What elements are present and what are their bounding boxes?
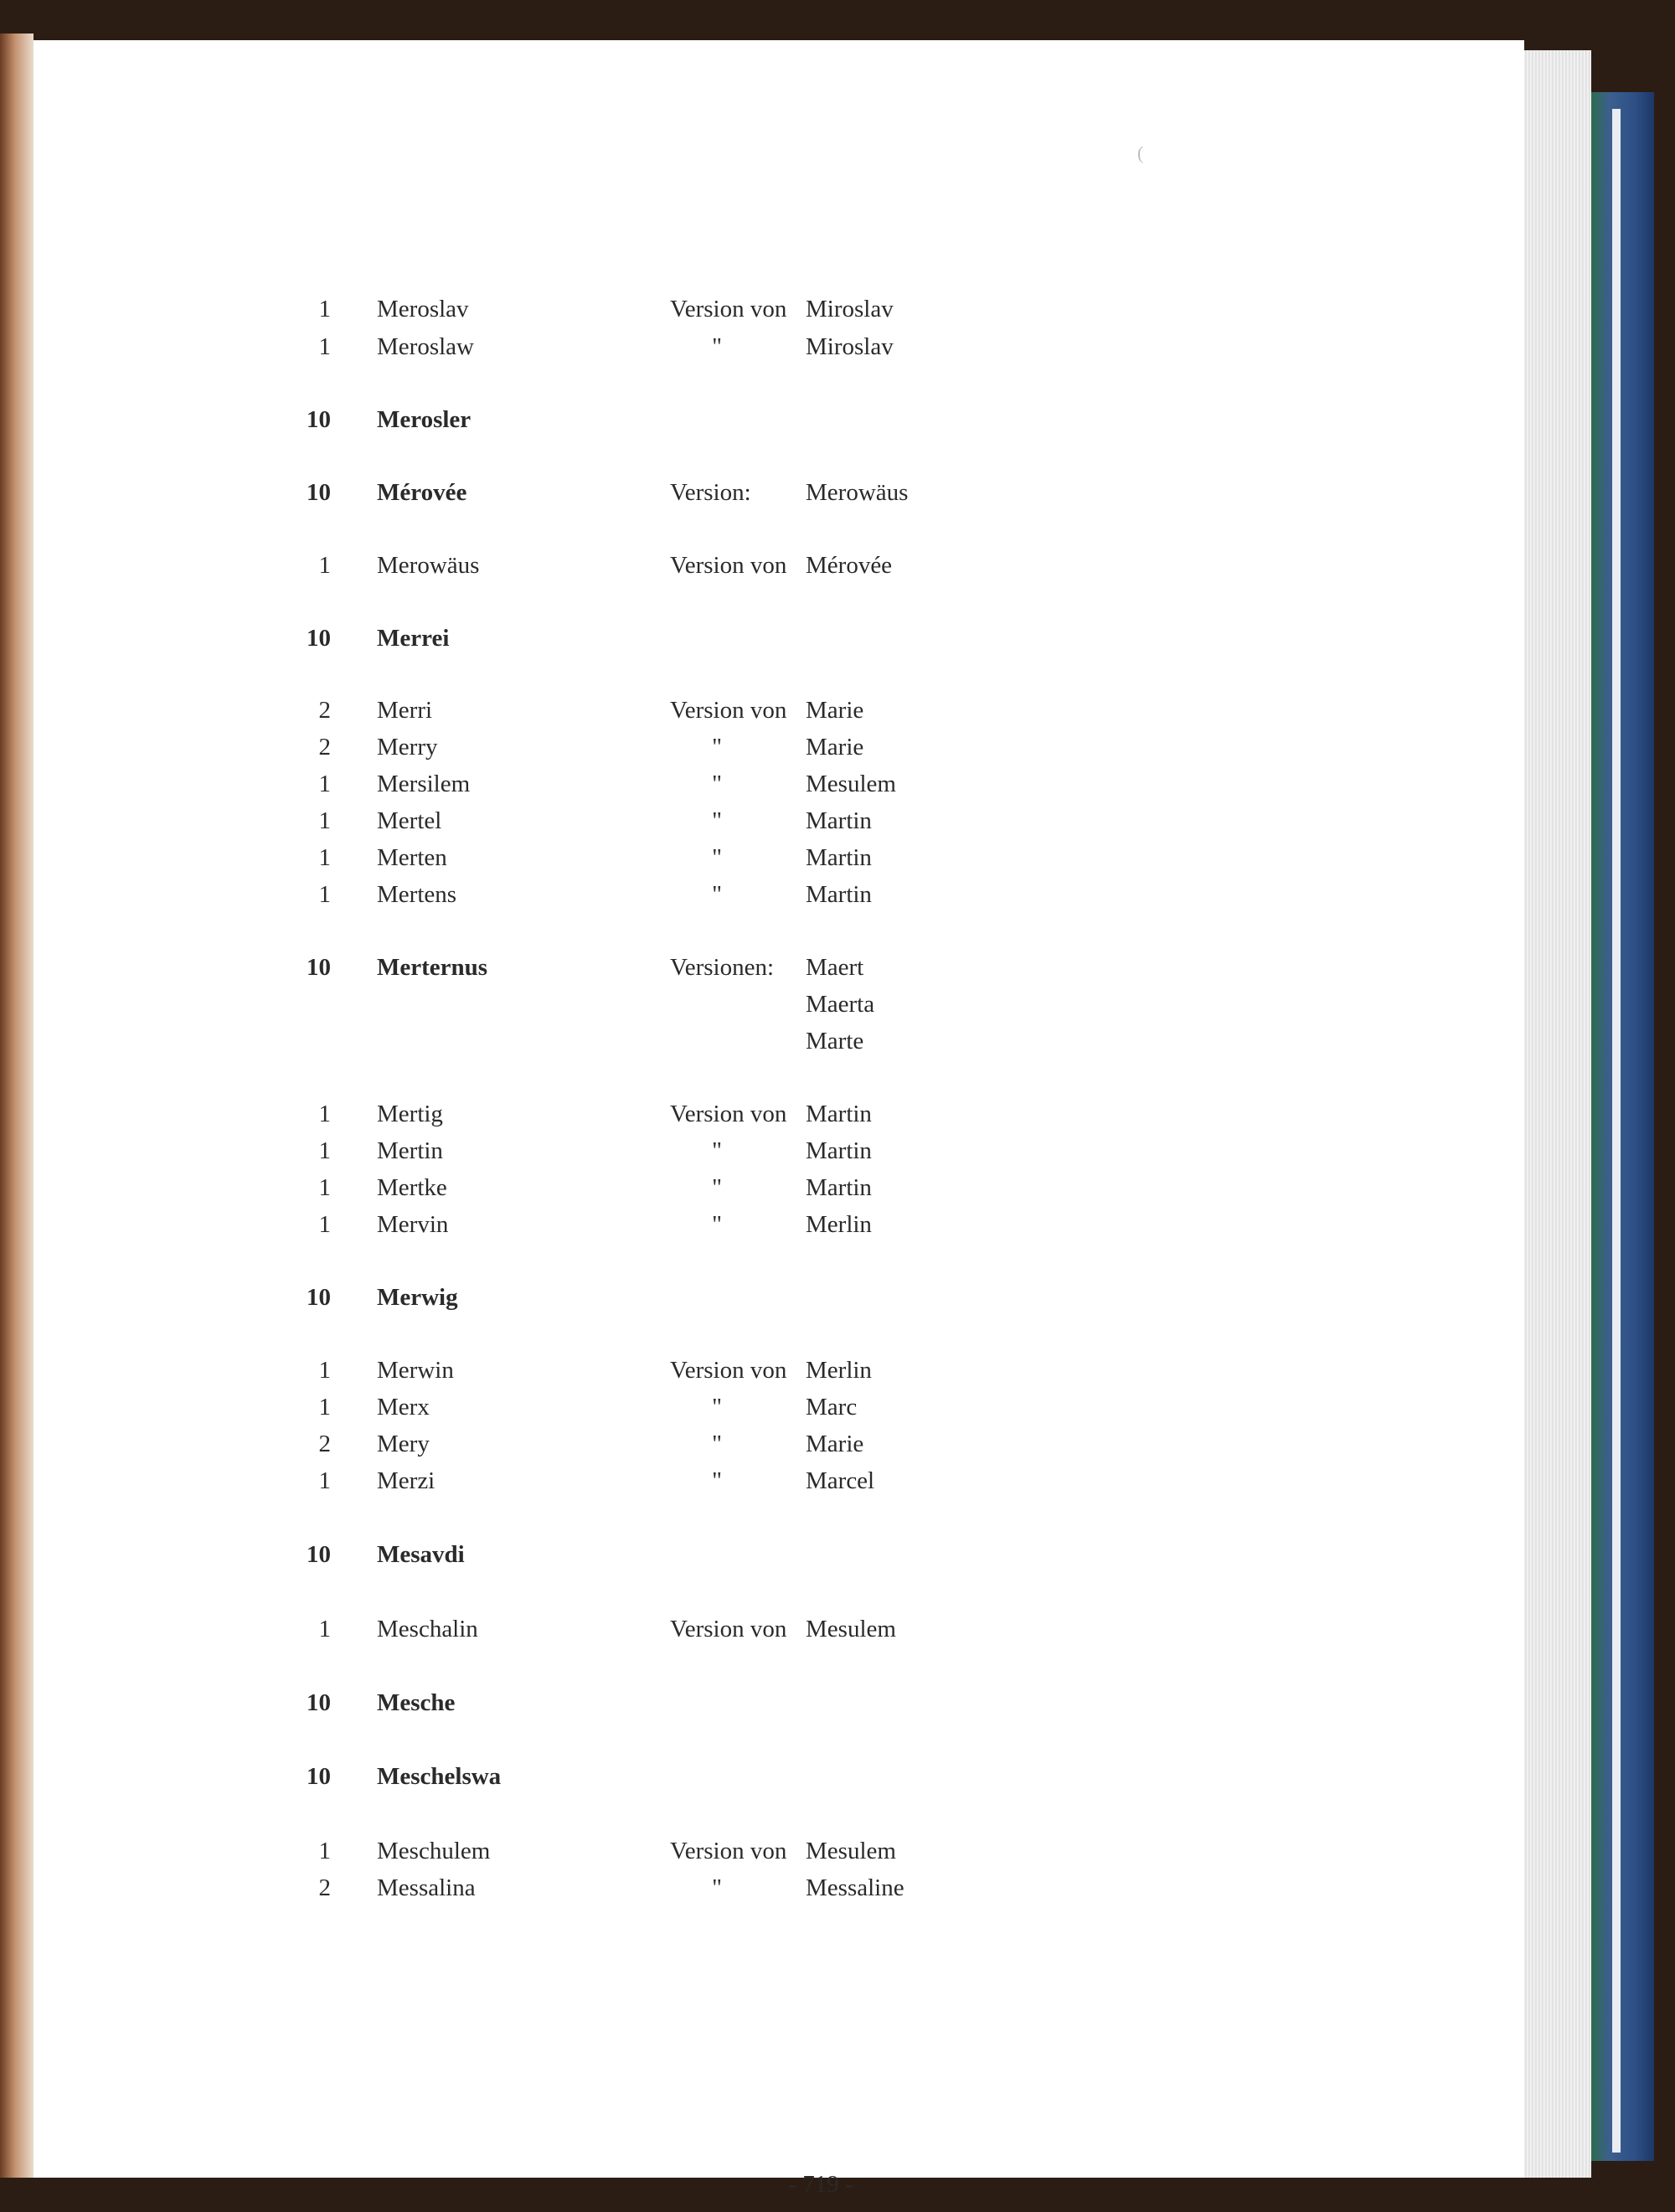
list-item — [34, 328, 1508, 365]
ditto-mark: " — [712, 1874, 722, 1901]
entry-count: 1 — [318, 1211, 331, 1238]
entry-target-name: Martin — [806, 807, 872, 834]
entry-count: 10 — [307, 1763, 331, 1790]
list-item — [34, 1833, 1508, 1869]
entry-name: Merry — [377, 734, 438, 761]
entry-count: 1 — [318, 1174, 331, 1201]
entry-name: Meroslaw — [377, 333, 474, 360]
book-page — [34, 40, 1524, 2198]
entry-name: Mertin — [377, 1137, 443, 1164]
list-item — [34, 620, 1508, 657]
entry-name: Merowäus — [377, 552, 480, 579]
entry-count: 1 — [318, 1357, 331, 1384]
entry-count: 1 — [318, 296, 331, 322]
entry-name: Merwig — [377, 1284, 458, 1311]
entry-count: 10 — [307, 625, 331, 652]
entry-target-name: Marte — [806, 1028, 864, 1054]
list-item — [34, 291, 1508, 327]
ditto-mark: " — [712, 333, 722, 360]
entry-relation: Version von — [670, 1616, 787, 1642]
list-item — [34, 1279, 1508, 1316]
ditto-mark: " — [712, 1431, 722, 1457]
list-item — [34, 1352, 1508, 1389]
entry-count: 10 — [307, 406, 331, 433]
entry-name: Merosler — [377, 406, 472, 433]
entry-count: 10 — [307, 954, 331, 981]
list-item — [34, 1758, 1508, 1795]
entry-count: 1 — [318, 844, 331, 871]
ditto-mark: " — [712, 807, 722, 834]
list-item — [34, 1389, 1508, 1426]
list-item — [34, 401, 1508, 438]
entry-count: 10 — [307, 1689, 331, 1716]
entry-count: 1 — [318, 881, 331, 908]
list-item — [34, 1536, 1508, 1573]
entry-count: 10 — [307, 1284, 331, 1311]
entry-name: Merzi — [377, 1467, 436, 1494]
entry-relation: Version von — [670, 697, 787, 724]
ditto-mark: " — [712, 1467, 722, 1494]
entry-count: 2 — [318, 1874, 331, 1901]
entry-name: Mertel — [377, 807, 442, 834]
entry-name: Messalina — [377, 1874, 476, 1901]
entry-name: Mesche — [377, 1689, 456, 1716]
entry-target-name: Messaline — [806, 1874, 904, 1901]
entry-count: 1 — [318, 771, 331, 797]
ditto-mark: " — [712, 1211, 722, 1238]
list-item — [34, 692, 1508, 729]
list-item — [34, 766, 1508, 802]
ditto-mark: " — [712, 734, 722, 761]
list-item — [34, 1426, 1508, 1462]
entry-target-name: Martin — [806, 844, 872, 871]
list-item — [34, 876, 1508, 913]
entry-count: 1 — [318, 1101, 331, 1127]
entry-count: 2 — [318, 1431, 331, 1457]
ditto-mark: " — [712, 844, 722, 871]
ditto-mark: " — [712, 771, 722, 797]
ditto-mark: " — [712, 1394, 722, 1421]
entry-name: Mersilem — [377, 771, 471, 797]
entry-name: Meschalin — [377, 1616, 478, 1642]
entry-relation: Version von — [670, 1838, 787, 1864]
entry-count: 2 — [318, 697, 331, 724]
ditto-mark: " — [712, 1137, 722, 1164]
list-item — [34, 1462, 1508, 1499]
list-item — [34, 1869, 1508, 1906]
list-item — [34, 1096, 1508, 1132]
entry-count: 1 — [318, 1137, 331, 1164]
book-spine-left — [0, 34, 34, 2178]
entry-target-name: Mesulem — [806, 1838, 896, 1864]
entry-target-name: Maerta — [806, 991, 875, 1018]
entry-target-name: Miroslav — [806, 296, 894, 322]
entry-target-name: Martin — [806, 881, 872, 908]
list-item — [34, 1169, 1508, 1206]
entry-count: 1 — [318, 552, 331, 579]
entry-relation: Version von — [670, 1357, 787, 1384]
list-item — [34, 839, 1508, 876]
entry-count: 1 — [318, 333, 331, 360]
entry-target-name: Mesulem — [806, 771, 896, 797]
entry-target-name: Martin — [806, 1101, 872, 1127]
list-item — [34, 1206, 1508, 1243]
entry-name: Merwin — [377, 1357, 454, 1384]
entry-name: Mérovée — [377, 479, 467, 506]
entry-target-name: Martin — [806, 1174, 872, 1201]
entry-relation: Version von — [670, 296, 787, 322]
entry-relation: Version von — [670, 1101, 787, 1127]
entry-target-name: Marie — [806, 734, 864, 761]
ditto-mark: " — [712, 1174, 722, 1201]
list-item — [34, 729, 1508, 766]
entry-name: Mertig — [377, 1101, 443, 1127]
entry-name: Mertke — [377, 1174, 447, 1201]
ditto-mark: " — [712, 881, 722, 908]
entry-name: Meschulem — [377, 1838, 491, 1864]
entry-target-name: Mérovée — [806, 552, 893, 579]
entry-count: 1 — [318, 807, 331, 834]
entry-relation: Version: — [670, 479, 751, 506]
entry-relation: Version von — [670, 552, 787, 579]
list-item — [34, 547, 1508, 584]
entry-target-name: Martin — [806, 1137, 872, 1164]
corner-mark: ( — [1137, 142, 1144, 163]
entry-count: 1 — [318, 1394, 331, 1421]
list-item — [34, 986, 1508, 1023]
list-item — [34, 802, 1508, 839]
entry-target-name: Marie — [806, 1431, 864, 1457]
entry-name: Mesavdi — [377, 1541, 465, 1568]
entry-name: Mery — [377, 1431, 430, 1457]
entry-target-name: Miroslav — [806, 333, 894, 360]
entry-count: 10 — [307, 1541, 331, 1568]
entry-name: Merx — [377, 1394, 430, 1421]
entry-target-name: Merlin — [806, 1211, 872, 1238]
entry-name: Merri — [377, 697, 433, 724]
entry-count: 1 — [318, 1616, 331, 1642]
list-item — [34, 949, 1508, 986]
entry-relation: Versionen: — [670, 954, 775, 981]
page-number: - 719 - — [788, 2171, 853, 2198]
entry-target-name: Maert — [806, 954, 864, 981]
entry-name: Mervin — [377, 1211, 449, 1238]
list-item — [34, 1611, 1508, 1647]
entry-name: Mertens — [377, 881, 457, 908]
entry-count: 1 — [318, 1467, 331, 1494]
entry-count: 10 — [307, 479, 331, 506]
entry-count: 1 — [318, 1838, 331, 1864]
list-item — [34, 1684, 1508, 1721]
entry-count: 2 — [318, 734, 331, 761]
list-item — [34, 1132, 1508, 1169]
entry-name: Meroslav — [377, 296, 469, 322]
book-cover-edge — [1591, 92, 1654, 2161]
entry-target-name: Marie — [806, 697, 864, 724]
cover-binding-strip — [1612, 109, 1621, 2153]
entry-name: Meschelswa — [377, 1763, 502, 1790]
entry-name: Merrei — [377, 625, 450, 652]
entry-target-name: Mesulem — [806, 1616, 896, 1642]
entry-target-name: Merowäus — [806, 479, 909, 506]
entry-name: Merternus — [377, 954, 488, 981]
entry-target-name: Marc — [806, 1394, 858, 1421]
entry-target-name: Merlin — [806, 1357, 872, 1384]
entry-name: Merten — [377, 844, 447, 871]
entry-target-name: Marcel — [806, 1467, 875, 1494]
list-item — [34, 474, 1508, 511]
list-item — [34, 1023, 1508, 1060]
